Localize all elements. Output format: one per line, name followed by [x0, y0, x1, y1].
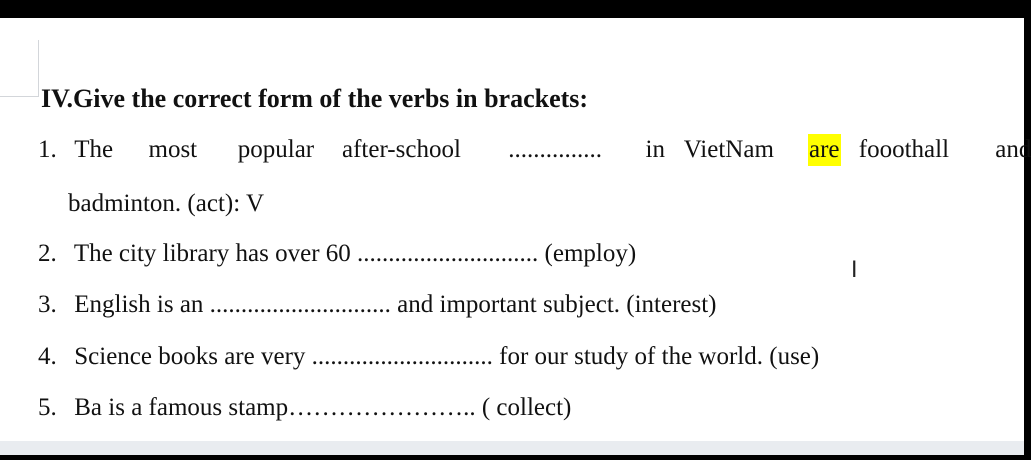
item-text: Ba is a famous stamp………………….. ( collect)	[74, 394, 572, 421]
item-number: 3.	[38, 291, 57, 318]
item-number: 2.	[38, 240, 57, 267]
item-1-word: in	[645, 136, 665, 163]
item-number: 4.	[38, 343, 57, 370]
item-text: The city library has over 60 ............................. (employ)	[73, 240, 637, 267]
document-page	[0, 18, 1031, 441]
exercise-heading: IV.Give the correct form of the verbs in brackets:	[41, 84, 589, 113]
exercise-item-1-continuation: badminton. (act): V	[68, 190, 265, 217]
exercise-item-3	[38, 289, 717, 321]
item-1-word: most	[148, 136, 198, 163]
exercise-item-5	[38, 392, 571, 424]
highlighted-word: are	[808, 134, 841, 166]
text-cursor-icon: I	[851, 258, 858, 283]
exercise-item-4	[38, 341, 819, 373]
item-1-word: popular	[237, 136, 315, 163]
exercise-item-1	[38, 134, 1031, 166]
answer-blank: ...............	[508, 136, 602, 163]
item-1-word: VietNam	[683, 136, 774, 163]
page-corner-marker	[0, 40, 39, 97]
item-number: 5.	[38, 394, 57, 421]
item-1-word: The	[74, 136, 114, 163]
item-1-word: after-school	[342, 136, 461, 163]
item-1-word: fooothall	[858, 136, 950, 163]
item-number: 1.	[38, 136, 57, 163]
item-text: English is an ............................. and important subject. (interest)	[74, 291, 717, 318]
page-bottom-band	[0, 441, 1024, 455]
item-1-word: and	[995, 136, 1031, 163]
exercise-item-2	[38, 238, 636, 270]
item-text: Science books are very ............................. for our study of the world. (use)	[74, 343, 820, 370]
